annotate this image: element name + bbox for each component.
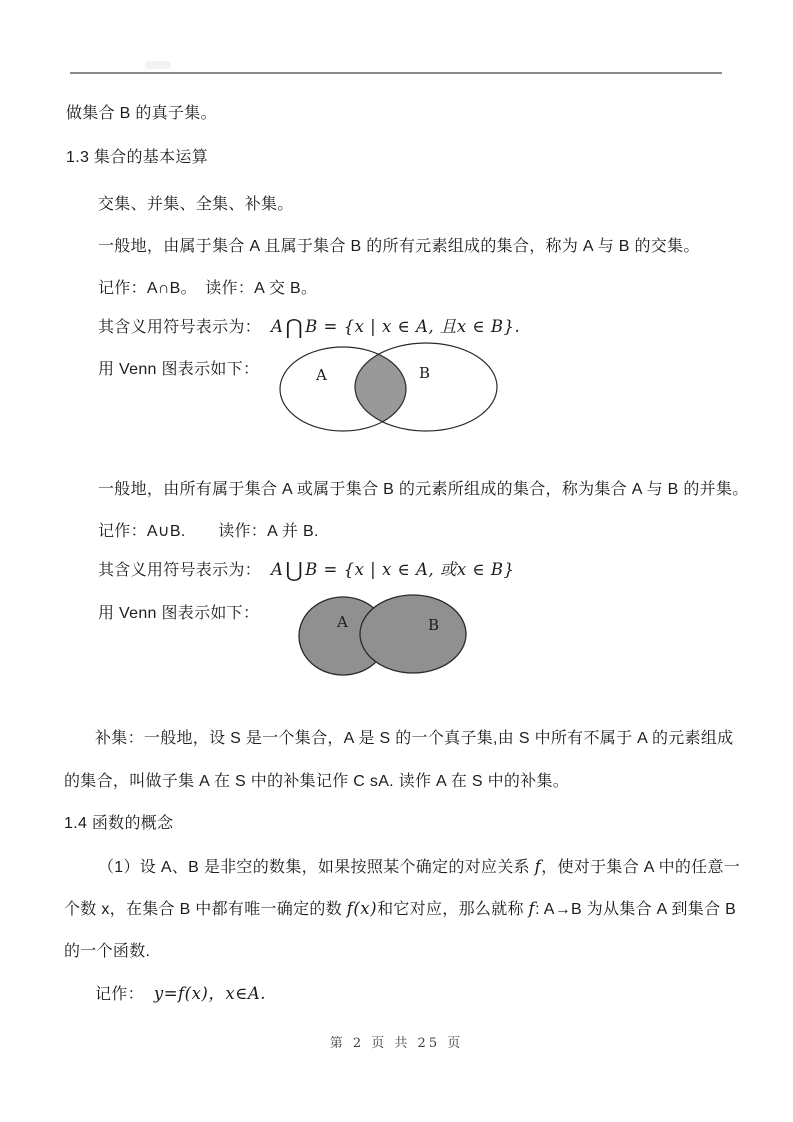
text-function-def-line3: 的一个函数. [64, 943, 151, 960]
math-fx: f(x) [346, 899, 378, 918]
text-segment: 个数 x，在集合 B 中都有唯一确定的数 [64, 901, 347, 918]
text-proper-subset: 做集合 B 的真子集。 [66, 105, 217, 122]
math-intersection-post: B = {x | x ∈ A, 且x ∈ B}. [305, 317, 521, 336]
text-segment: : A→B 为从集合 A 到集合 B [535, 901, 737, 918]
text-operations: 交集、并集、全集、补集。 [98, 196, 294, 213]
set-a-label: A [337, 613, 348, 631]
set-b-ellipse [360, 595, 466, 673]
venn-diagram-union [290, 588, 480, 682]
math-union-pre: A [271, 560, 284, 579]
text-function-def-line1 [98, 857, 740, 878]
set-b-label: B [428, 616, 440, 634]
venn-caption-intersection: 用 Venn 图表示如下： [98, 361, 260, 378]
text-complement-line1: 补集：一般地，设 S 是一个集合，A 是 S 的一个真子集,由 S 中所有不属于 A 的元素组成 [95, 730, 734, 747]
formula-intersection-line [98, 317, 520, 338]
text-function-def-line2 [64, 899, 736, 920]
set-a-label: A [316, 366, 327, 384]
notation-label: 记作： [95, 986, 144, 1003]
text-intersection-notation: 记作：A∩B。 读作：A 交 B。 [98, 280, 318, 297]
page-number-footer: 第 2 页 共 25 页 [329, 1036, 464, 1051]
text-segment: 和它对应，那么就称 [377, 901, 529, 918]
text-intersection-definition: 一般地，由属于集合 A 且属于集合 B 的所有元素组成的集合，称为 A 与 B 的交集。 [98, 238, 700, 255]
venn-diagram-intersection [272, 336, 512, 438]
formula-label: 其含义用符号表示为： [98, 562, 262, 579]
text-function-notation [95, 984, 266, 1005]
heading-1-4: 1.4 函数的概念 [64, 815, 174, 832]
math-f: f [528, 899, 536, 918]
venn-caption-union: 用 Venn 图表示如下： [98, 605, 260, 622]
big-intersection-operator: ⋂ [285, 315, 304, 339]
math-intersection-pre: A [271, 317, 284, 336]
math-y-equals-fx: y=f(x)，x∈A. [153, 984, 267, 1003]
heading-1-3: 1.3 集合的基本运算 [66, 149, 208, 166]
formula-union-line [98, 560, 515, 581]
math-f: f [534, 857, 542, 876]
big-union-operator: ⋃ [285, 558, 304, 582]
math-union-post: B = {x | x ∈ A, 或x ∈ B} [305, 560, 515, 579]
text-union-notation: 记作：A∪B. 读作：A 并 B. [98, 523, 319, 540]
text-complement-line2: 的集合，叫做子集 A 在 S 中的补集记作 C sA. 读作 A 在 S 中的补集。 [64, 773, 570, 790]
text-union-definition: 一般地，由所有属于集合 A 或属于集合 B 的元素所组成的集合，称为集合 A 与 B 的并集。 [98, 481, 749, 498]
header-rule [70, 72, 722, 74]
set-b-label: B [419, 364, 431, 382]
text-segment: （1）设 A、B 是非空的数集，如果按照某个确定的对应关系 [98, 859, 535, 876]
text-segment: ，使对于集合 A 中的任意一 [541, 859, 741, 876]
header-smudge [145, 61, 171, 69]
formula-label: 其含义用符号表示为： [98, 319, 262, 336]
